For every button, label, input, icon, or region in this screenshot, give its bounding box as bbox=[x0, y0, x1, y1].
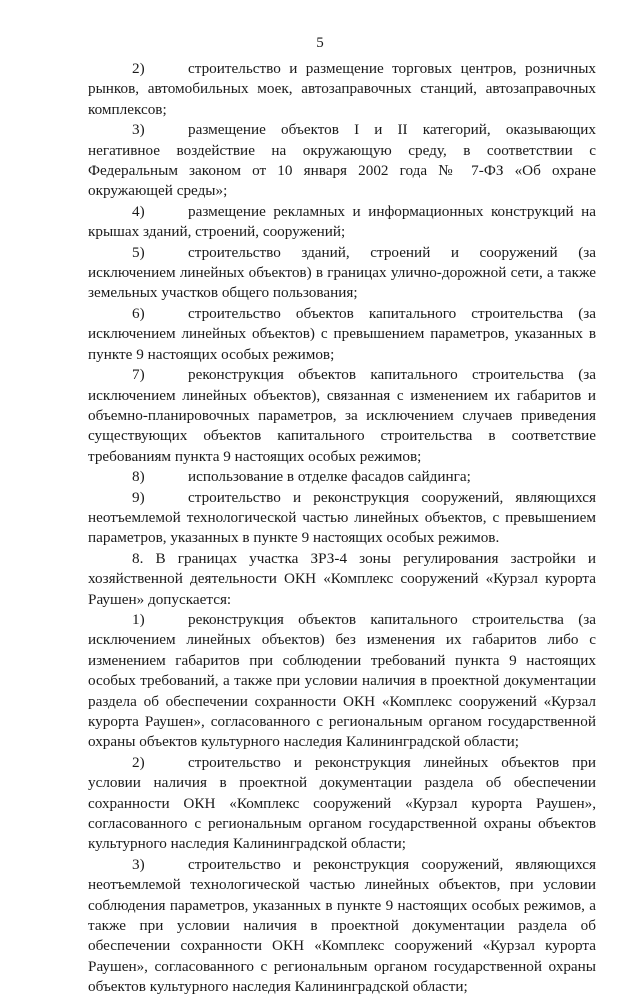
item-number: 3) bbox=[132, 121, 145, 139]
section-text: 8. В границах участка ЗРЗ-4 зоны регулирования застройки и хозяйственной деятельности ОКН «Комплекс сооружений «Курзал курорта Раушен» допускается: bbox=[88, 549, 596, 608]
list-item bbox=[88, 202, 596, 243]
list-item bbox=[88, 365, 596, 467]
list-item bbox=[88, 304, 596, 365]
document-body bbox=[88, 59, 596, 998]
item-text: строительство зданий, строений и сооружений (за исключением линейных объектов) в границах улично-дорожной сети, а также земельных участков общего пользования; bbox=[88, 243, 596, 302]
list-item bbox=[88, 243, 596, 304]
list-item bbox=[88, 120, 596, 202]
item-text: строительство и реконструкция сооружений, являющихся неотъемлемой технологической частью линейных объектов, при условии соблюдения параметров, указанных в пункте 9 настоящих особых режимов, а также при условии наличия в проектной документации раздела об обеспечении сохранности ОКН «Комплекс сооружений «Курзал курорта Раушен», согласованного с региональным органом государственной охраны объектов культурного наследия Калининградской области; bbox=[88, 855, 596, 996]
list-item bbox=[88, 753, 596, 855]
item-number: 2) bbox=[132, 60, 145, 77]
item-number: 1) bbox=[132, 610, 145, 628]
item-text: использование в отделке фасадов сайдинга; bbox=[188, 468, 471, 486]
item-text: строительство и размещение торговых центров, розничных рынков, автомобильных моек, автозаправочных станций, автозаправочных комплексов; bbox=[88, 60, 596, 118]
item-number: 9) bbox=[132, 488, 145, 506]
item-number: 2) bbox=[132, 753, 145, 771]
list-item bbox=[88, 467, 596, 487]
item-text: строительство и реконструкция линейных объектов при условии наличия в проектной документации раздела об обеспечении сохранности ОКН «Комплекс сооружений «Курзал курорта Раушен», согласованного с региональным органом государственной охраны объектов культурного наследия Калининградской области; bbox=[88, 753, 596, 853]
item-text: реконструкция объектов капитального строительства (за исключением линейных объектов), связанная с изменением их габаритов и объемно-планировочных параметров, за исключением случаев приведения существующих объектов капитального строительства в соответствие требованиям пункта 9 настоящих особых режимов; bbox=[88, 366, 596, 465]
item-number: 3) bbox=[132, 855, 145, 873]
item-text: строительство объектов капитального строительства (за исключением линейных объектов) с превышением параметров, указанных в пункте 9 настоящих особых режимов; bbox=[88, 304, 596, 363]
list-item bbox=[88, 610, 596, 753]
item-number: 6) bbox=[132, 304, 145, 322]
list-item bbox=[88, 855, 596, 998]
item-text: строительство и реконструкция сооружений, являющихся неотъемлемой технологической частью линейных объектов, с превышением параметров, указанных в пункте 9 настоящих особых режимов. bbox=[88, 488, 596, 547]
section-paragraph bbox=[88, 549, 596, 610]
list-item bbox=[88, 488, 596, 549]
item-number: 4) bbox=[132, 202, 145, 220]
item-text: размещение рекламных и информационных конструкций на крышах зданий, строений, сооружений; bbox=[88, 202, 596, 241]
item-number: 5) bbox=[132, 243, 145, 261]
item-text: размещение объектов I и II категорий, оказывающих негативное воздействие на окружающую среду, в соответствии с Федеральным законом от 10 января 2002 года № 7-ФЗ «Об охране окружающей среды»; bbox=[88, 121, 596, 200]
list-item bbox=[88, 59, 596, 120]
item-number: 8) bbox=[132, 468, 145, 486]
item-number: 7) bbox=[132, 366, 145, 384]
item-text: реконструкция объектов капитального строительства (за исключением линейных объектов) без изменения их габаритов либо с изменением габаритов при соблюдении требований пункта 9 настоящих особых требований, а также при условии наличия в проектной документации раздела об обеспечении сохранности ОКН «Комплекс сооружений «Курзал курорта Раушен», согласованного с региональным органом государственной охраны объектов культурного наследия Калининградской области; bbox=[88, 610, 596, 751]
page-number: 5 bbox=[316, 35, 324, 51]
